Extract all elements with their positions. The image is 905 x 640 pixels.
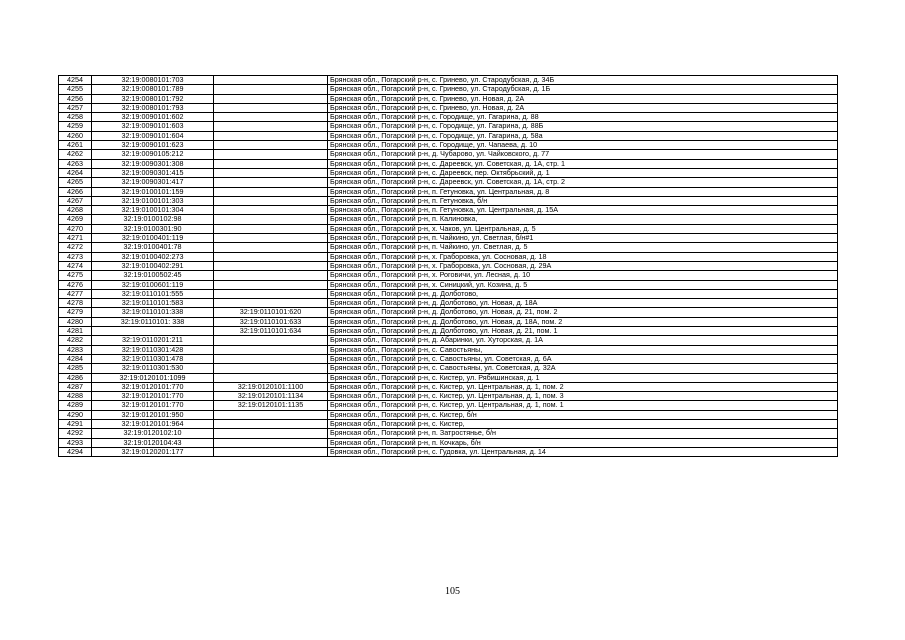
row-number-cell: 4261 [59, 141, 92, 150]
premises-cadastral-number-cell: 32:19:0110101:634 [214, 327, 328, 336]
premises-cadastral-number-cell [214, 206, 328, 215]
row-number-cell: 4292 [59, 429, 92, 438]
row-number-cell: 4262 [59, 150, 92, 159]
premises-cadastral-number-cell [214, 224, 328, 233]
row-number-cell: 4285 [59, 364, 92, 373]
table-row [59, 187, 838, 196]
cadastral-number-cell: 32:19:0100401:119 [92, 234, 214, 243]
premises-cadastral-number-cell [214, 150, 328, 159]
address-cell: Брянская обл., Погарский р-н, с. Кистер, ул. Центральная, д. 1, пом. 3 [328, 392, 838, 401]
cadastral-number-cell: 32:19:0110201:211 [92, 336, 214, 345]
table-row [59, 122, 838, 131]
premises-cadastral-number-cell [214, 364, 328, 373]
cadastral-number-cell: 32:19:0080101:789 [92, 85, 214, 94]
table-row [59, 419, 838, 428]
address-cell: Брянская обл., Погарский р-н, д. Чубарово, ул. Чайковского, д. 77 [328, 150, 838, 159]
row-number-cell: 4273 [59, 252, 92, 261]
table-row [59, 215, 838, 224]
row-number-cell: 4284 [59, 354, 92, 363]
address-cell: Брянская обл., Погарский р-н, с. Городище, ул. Гагарина, д. 88Б [328, 122, 838, 131]
table-row [59, 94, 838, 103]
cadastral-number-cell: 32:19:0080101:703 [92, 76, 214, 85]
cadastral-number-cell: 32:19:0090101:623 [92, 141, 214, 150]
cadastral-number-cell: 32:19:0100301:90 [92, 224, 214, 233]
row-number-cell: 4270 [59, 224, 92, 233]
row-number-cell: 4264 [59, 168, 92, 177]
cadastral-number-cell: 32:19:0120201:177 [92, 447, 214, 456]
address-cell: Брянская обл., Погарский р-н, с. Гудовка, ул. Центральная, д. 14 [328, 447, 838, 456]
table-row [59, 178, 838, 187]
table-row [59, 224, 838, 233]
premises-cadastral-number-cell [214, 178, 328, 187]
cadastral-number-cell: 32:19:0100502:45 [92, 271, 214, 280]
cadastral-number-cell: 32:19:0090101:603 [92, 122, 214, 131]
table-row [59, 447, 838, 456]
row-number-cell: 4276 [59, 280, 92, 289]
row-number-cell: 4259 [59, 122, 92, 131]
address-cell: Брянская обл., Погарский р-н, с. Кистер, ул. Центральная, д. 1, пом. 1 [328, 401, 838, 410]
cadastral-number-cell: 32:19:0100102:98 [92, 215, 214, 224]
premises-cadastral-number-cell [214, 159, 328, 168]
address-cell: Брянская обл., Погарский р-н, п. Гетуновка, ул. Центральная, д. 15А [328, 206, 838, 215]
table-row [59, 280, 838, 289]
premises-cadastral-number-cell [214, 354, 328, 363]
table-row [59, 438, 838, 447]
address-cell: Брянская обл., Погарский р-н, п. Гетуновка, б/н [328, 196, 838, 205]
premises-cadastral-number-cell [214, 289, 328, 298]
table-row [59, 168, 838, 177]
address-cell: Брянская обл., Погарский р-н, п. Кочкарь, б/н [328, 438, 838, 447]
table-row [59, 327, 838, 336]
address-cell: Брянская обл., Погарский р-н, с. Кистер, ул. Центральная, д. 1, пом. 2 [328, 382, 838, 391]
cadastral-number-cell: 32:19:0120101:770 [92, 392, 214, 401]
row-number-cell: 4278 [59, 299, 92, 308]
address-cell: Брянская обл., Погарский р-н, д. Долботово, ул. Новая, д. 18А, пом. 2 [328, 317, 838, 326]
table-row [59, 401, 838, 410]
address-cell: Брянская обл., Погарский р-н, х. Синицкий, ул. Козина, д. 5 [328, 280, 838, 289]
premises-cadastral-number-cell [214, 243, 328, 252]
address-cell: Брянская обл., Погарский р-н, д. Долботово, ул. Новая, д. 21, пом. 2 [328, 308, 838, 317]
row-number-cell: 4256 [59, 94, 92, 103]
table-row [59, 252, 838, 261]
address-cell: Брянская обл., Погарский р-н, с. Дареевск, ул. Советская, д. 1А, стр. 2 [328, 178, 838, 187]
table-row [59, 317, 838, 326]
row-number-cell: 4255 [59, 85, 92, 94]
table-row [59, 429, 838, 438]
premises-cadastral-number-cell [214, 85, 328, 94]
row-number-cell: 4287 [59, 382, 92, 391]
table-row [59, 150, 838, 159]
table-row [59, 373, 838, 382]
table-row [59, 196, 838, 205]
address-cell: Брянская обл., Погарский р-н, с. Гринево, ул. Новая, д. 2А [328, 103, 838, 112]
row-number-cell: 4269 [59, 215, 92, 224]
premises-cadastral-number-cell [214, 131, 328, 140]
premises-cadastral-number-cell [214, 345, 328, 354]
cadastral-number-cell: 32:19:0120104:43 [92, 438, 214, 447]
cadastral-number-cell: 32:19:0100101:303 [92, 196, 214, 205]
row-number-cell: 4263 [59, 159, 92, 168]
premises-cadastral-number-cell [214, 103, 328, 112]
row-number-cell: 4281 [59, 327, 92, 336]
address-cell: Брянская обл., Погарский р-н, х. Чаков, ул. Центральная, д. 5 [328, 224, 838, 233]
cadastral-number-cell: 32:19:0090105:212 [92, 150, 214, 159]
cadastral-number-cell: 32:19:0120101:964 [92, 419, 214, 428]
table-row [59, 392, 838, 401]
address-cell: Брянская обл., Погарский р-н, п. Калиновка, [328, 215, 838, 224]
table-row [59, 336, 838, 345]
row-number-cell: 4260 [59, 131, 92, 140]
address-cell: Брянская обл., Погарский р-н, д. Долботово, ул. Новая, д. 21, пом. 1 [328, 327, 838, 336]
premises-cadastral-number-cell [214, 234, 328, 243]
row-number-cell: 4271 [59, 234, 92, 243]
premises-cadastral-number-cell: 32:19:0120101:1134 [214, 392, 328, 401]
premises-cadastral-number-cell: 32:19:0120101:1135 [214, 401, 328, 410]
address-cell: Брянская обл., Погарский р-н, с. Дареевск, пер. Октябрьский, д. 1 [328, 168, 838, 177]
table-row [59, 308, 838, 317]
cadastral-number-cell: 32:19:0110101:583 [92, 299, 214, 308]
row-number-cell: 4290 [59, 410, 92, 419]
premises-cadastral-number-cell [214, 429, 328, 438]
premises-cadastral-number-cell [214, 141, 328, 150]
cadastral-number-cell: 32:19:0090101:602 [92, 113, 214, 122]
row-number-cell: 4258 [59, 113, 92, 122]
table-row [59, 113, 838, 122]
address-cell: Брянская обл., Погарский р-н, п. Гетуновка, ул. Центральная, д. 8 [328, 187, 838, 196]
premises-cadastral-number-cell [214, 438, 328, 447]
table-row [59, 159, 838, 168]
address-cell: Брянская обл., Погарский р-н, с. Гринево, ул. Стародубская, д. 1Б [328, 85, 838, 94]
cadastral-number-cell: 32:19:0110101: 338 [92, 317, 214, 326]
table-row [59, 85, 838, 94]
premises-cadastral-number-cell [214, 215, 328, 224]
address-cell: Брянская обл., Погарский р-н, д. Долботово, [328, 289, 838, 298]
cadastral-number-cell: 32:19:0100402:291 [92, 261, 214, 270]
cadastral-number-cell: 32:19:0110301:478 [92, 354, 214, 363]
row-number-cell: 4289 [59, 401, 92, 410]
row-number-cell: 4286 [59, 373, 92, 382]
address-cell: Брянская обл., Погарский р-н, х. Роговичи, ул. Лесная, д. 10 [328, 271, 838, 280]
row-number-cell: 4293 [59, 438, 92, 447]
premises-cadastral-number-cell [214, 299, 328, 308]
row-number-cell: 4272 [59, 243, 92, 252]
row-number-cell: 4267 [59, 196, 92, 205]
table-row [59, 103, 838, 112]
cadastral-number-cell: 32:19:0100402:273 [92, 252, 214, 261]
premises-cadastral-number-cell [214, 252, 328, 261]
premises-cadastral-number-cell: 32:19:0110101:620 [214, 308, 328, 317]
row-number-cell: 4266 [59, 187, 92, 196]
cadastral-number-cell: 32:19:0110101:555 [92, 289, 214, 298]
address-cell: Брянская обл., Погарский р-н, с. Дареевск, ул. Советская, д. 1А, стр. 1 [328, 159, 838, 168]
cadastral-number-cell: 32:19:0120102:10 [92, 429, 214, 438]
table-row [59, 141, 838, 150]
row-number-cell: 4283 [59, 345, 92, 354]
premises-cadastral-number-cell [214, 261, 328, 270]
cadastral-number-cell: 32:19:0100401:78 [92, 243, 214, 252]
table-row [59, 345, 838, 354]
table-row [59, 243, 838, 252]
premises-cadastral-number-cell [214, 373, 328, 382]
cadastral-number-cell: 32:19:0080101:792 [92, 94, 214, 103]
cadastral-number-cell: 32:19:0100601:119 [92, 280, 214, 289]
address-cell: Брянская обл., Погарский р-н, с. Городище, ул. Гагарина, д. 58а [328, 131, 838, 140]
premises-cadastral-number-cell [214, 76, 328, 85]
address-cell: Брянская обл., Погарский р-н, с. Городище, ул. Чапаева, д. 10 [328, 141, 838, 150]
address-cell: Брянская обл., Погарский р-н, с. Савостьяны, ул. Советская, д. 32А [328, 364, 838, 373]
page-number: 105 [445, 586, 460, 597]
row-number-cell: 4277 [59, 289, 92, 298]
cadastral-number-cell: 32:19:0120101:770 [92, 401, 214, 410]
row-number-cell: 4274 [59, 261, 92, 270]
registry-table-body [59, 76, 838, 457]
cadastral-number-cell: 32:19:0110301:530 [92, 364, 214, 373]
address-cell: Брянская обл., Погарский р-н, п. Затростянье, б/н [328, 429, 838, 438]
row-number-cell: 4275 [59, 271, 92, 280]
row-number-cell: 4282 [59, 336, 92, 345]
premises-cadastral-number-cell [214, 410, 328, 419]
address-cell: Брянская обл., Погарский р-н, п. Чайкино, ул. Светлая, б/н#1 [328, 234, 838, 243]
row-number-cell: 4257 [59, 103, 92, 112]
cadastral-number-cell: 32:19:0100101:304 [92, 206, 214, 215]
cadastral-number-cell: 32:19:0090301:417 [92, 178, 214, 187]
address-cell: Брянская обл., Погарский р-н, с. Кистер, [328, 419, 838, 428]
address-cell: Брянская обл., Погарский р-н, с. Савостьяны, [328, 345, 838, 354]
table-row [59, 206, 838, 215]
cadastral-number-cell: 32:19:0100101:159 [92, 187, 214, 196]
premises-cadastral-number-cell [214, 94, 328, 103]
address-cell: Брянская обл., Погарский р-н, х. Граборовка, ул. Сосновая, д. 18 [328, 252, 838, 261]
address-cell: Брянская обл., Погарский р-н, х. Граборовка, ул. Сосновая, д. 29А [328, 261, 838, 270]
row-number-cell: 4288 [59, 392, 92, 401]
address-cell: Брянская обл., Погарский р-н, с. Кистер, б/н [328, 410, 838, 419]
row-number-cell: 4279 [59, 308, 92, 317]
row-number-cell: 4280 [59, 317, 92, 326]
address-cell: Брянская обл., Погарский р-н, с. Гринево, ул. Новая, д. 2А [328, 94, 838, 103]
address-cell: Брянская обл., Погарский р-н, д. Абаринки, ул. Хуторская, д. 1А [328, 336, 838, 345]
premises-cadastral-number-cell: 32:19:0110101:633 [214, 317, 328, 326]
row-number-cell: 4254 [59, 76, 92, 85]
table-row [59, 364, 838, 373]
cadastral-number-cell: 32:19:0090101:604 [92, 131, 214, 140]
table-row [59, 131, 838, 140]
address-cell: Брянская обл., Погарский р-н, с. Кистер, ул. Рябишинская, д. 1 [328, 373, 838, 382]
row-number-cell: 4265 [59, 178, 92, 187]
cadastral-number-cell [92, 327, 214, 336]
premises-cadastral-number-cell [214, 187, 328, 196]
cadastral-number-cell: 32:19:0080101:793 [92, 103, 214, 112]
table-row [59, 382, 838, 391]
premises-cadastral-number-cell [214, 113, 328, 122]
table-row [59, 261, 838, 270]
table-row [59, 289, 838, 298]
premises-cadastral-number-cell [214, 271, 328, 280]
registry-table [58, 75, 838, 457]
premises-cadastral-number-cell [214, 447, 328, 456]
cadastral-number-cell: 32:19:0090301:415 [92, 168, 214, 177]
premises-cadastral-number-cell: 32:19:0120101:1100 [214, 382, 328, 391]
cadastral-number-cell: 32:19:0120101:770 [92, 382, 214, 391]
address-cell: Брянская обл., Погарский р-н, д. Долботово, ул. Новая, д. 18А [328, 299, 838, 308]
premises-cadastral-number-cell [214, 196, 328, 205]
address-cell: Брянская обл., Погарский р-н, с. Городище, ул. Гагарина, д. 88 [328, 113, 838, 122]
premises-cadastral-number-cell [214, 122, 328, 131]
address-cell: Брянская обл., Погарский р-н, с. Савостьяны, ул. Советская, д. 6А [328, 354, 838, 363]
premises-cadastral-number-cell [214, 280, 328, 289]
premises-cadastral-number-cell [214, 336, 328, 345]
cadastral-number-cell: 32:19:0120101:950 [92, 410, 214, 419]
table-row [59, 299, 838, 308]
address-cell: Брянская обл., Погарский р-н, п. Чайкино, ул. Светлая, д. 5 [328, 243, 838, 252]
row-number-cell: 4294 [59, 447, 92, 456]
row-number-cell: 4268 [59, 206, 92, 215]
table-row [59, 354, 838, 363]
cadastral-number-cell: 32:19:0120101:1099 [92, 373, 214, 382]
table-row [59, 410, 838, 419]
table-row [59, 271, 838, 280]
table-row [59, 76, 838, 85]
premises-cadastral-number-cell [214, 168, 328, 177]
cadastral-number-cell: 32:19:0110101:338 [92, 308, 214, 317]
premises-cadastral-number-cell [214, 419, 328, 428]
cadastral-number-cell: 32:19:0110301:428 [92, 345, 214, 354]
cadastral-number-cell: 32:19:0090301:308 [92, 159, 214, 168]
row-number-cell: 4291 [59, 419, 92, 428]
table-row [59, 234, 838, 243]
address-cell: Брянская обл., Погарский р-н, с. Гринево, ул. Стародубская, д. 34Б [328, 76, 838, 85]
